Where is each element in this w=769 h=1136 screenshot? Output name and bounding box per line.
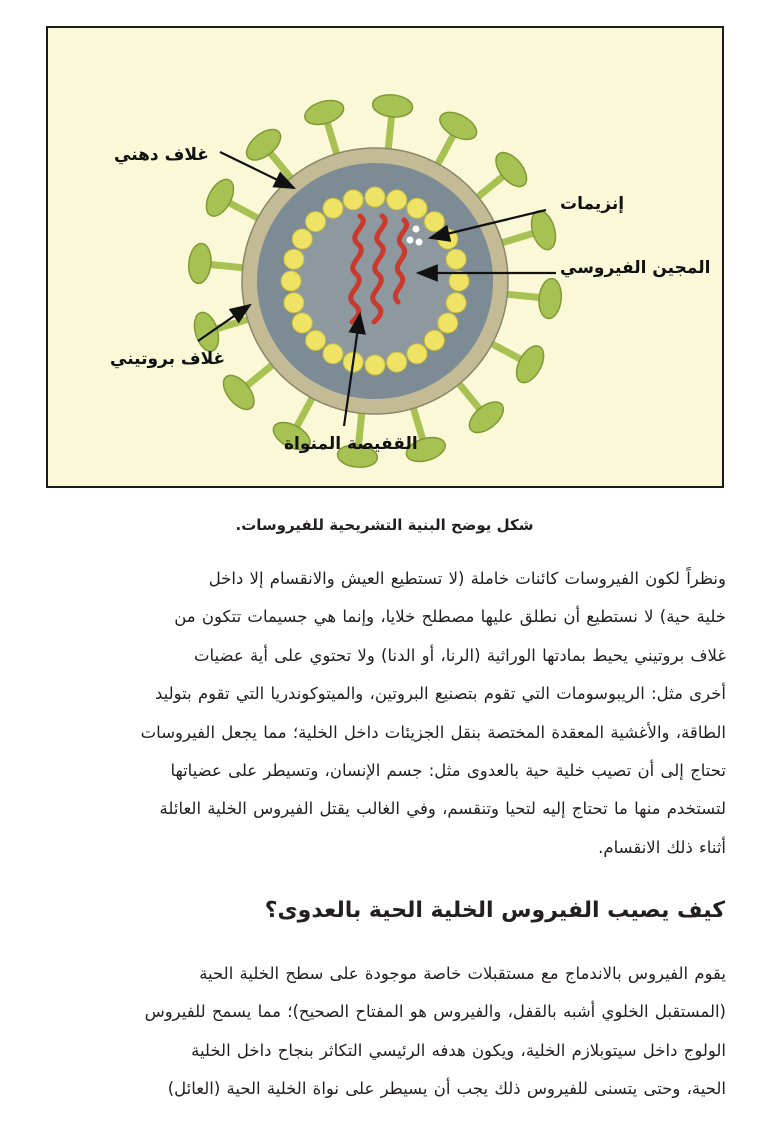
capsomere [284, 293, 304, 313]
capsomere [292, 313, 312, 333]
label-enzymes: إنزيمات [560, 194, 625, 214]
capsomere [407, 198, 427, 218]
spike-head [190, 309, 223, 354]
text-line: يقوم الفيروس بالاندماج مع مستقبلات خاصة موجودة على سطح الخلية الحية [199, 964, 726, 983]
text-line: (المستقبل الخلوي أشبه بالقفل، والفيروس هو المفتاح الصحيح)؛ مما يسمح للفيروس [144, 1002, 726, 1022]
text-line: خلية حية) لا نستطيع أن نطلق عليها مصطلح خلايا، وإنما هي جسيمات تتكون من [174, 607, 726, 627]
capsomere [387, 352, 407, 372]
text-line: أثناء ذلك الانقسام. [598, 837, 726, 857]
text-line: غلاف بروتيني يحيط بمادتها الوراثية (الرنا، أو الدنا) ولا تحتوي على أية عضيات [194, 645, 726, 665]
figure-caption: شكل يوضح البنية التشريحية للفيروسات. [235, 516, 534, 534]
capsomere [424, 212, 444, 232]
text-line: لتستخدم منها ما تحتاج إليه لتحيا وتنقسم، وفي الغالب يقتل الفيروس الخلية العائلة [159, 799, 726, 819]
text-line: تحتاج إلى أن تصيب خلية حية بالعدوى مثل: جسم الإنسان، وتسيطر على عضياتها [170, 761, 726, 781]
spike-head [201, 175, 239, 221]
capsomere [323, 344, 343, 364]
capsomere [365, 355, 385, 375]
paragraph-infection [46, 955, 726, 1109]
text-line: الطاقة، والأغشية المعقدة المختصة بنقل الجزيئات داخل الخلية؛ مما يجعل الفيروسات [140, 722, 726, 742]
spike-head [302, 96, 347, 129]
capsomere [446, 293, 466, 313]
label-nucleocapsid: القفيصة المنواة [284, 434, 418, 454]
capsomere [306, 212, 326, 232]
text-line: الولوج داخل سيتوبلازم الخلية، ويكون هدفه الرئيسي التكاثر بنجاح داخل الخلية [191, 1040, 726, 1060]
label-protein-coat: غلاف بروتيني [110, 349, 226, 369]
spike-head [435, 107, 481, 145]
spike-head [527, 208, 560, 253]
spike-head [187, 242, 213, 284]
section-heading: كيف يصيب الفيروس الخلية الحية بالعدوى؟ [264, 898, 725, 923]
spike-head [372, 93, 414, 119]
capsomere [438, 313, 458, 333]
capsomere [387, 190, 407, 210]
capsomere [365, 187, 385, 207]
capsomere [323, 198, 343, 218]
capsomere [424, 330, 444, 350]
spike-head [511, 341, 549, 387]
paragraph-viruses-intro [46, 560, 726, 867]
capsomere [446, 249, 466, 269]
spike-head [537, 278, 563, 320]
capsomere [292, 229, 312, 249]
capsomere [407, 344, 427, 364]
capsomere [306, 330, 326, 350]
virus-diagram [46, 26, 724, 488]
text-line: ونظراً لكون الفيروسات كائنات خاملة (لا تستطيع العيش والانقسام إلا داخل [208, 569, 726, 588]
text-line: أخرى مثل: الريبوسومات التي تقوم بتصنيع البروتين، والميتوكوندريا التي تقوم بتوليد [154, 684, 726, 704]
capsomere [281, 271, 301, 291]
label-lipid-envelope: غلاف دهني [114, 145, 209, 165]
capsomere [343, 190, 363, 210]
label-viral-genome: المجين الفيروسي [560, 258, 711, 278]
text-line: الحية، وحتى يتسنى للفيروس ذلك يجب أن يسيطر على نواة الخلية الحية (العائل) [167, 1079, 726, 1099]
capsomere [284, 249, 304, 269]
